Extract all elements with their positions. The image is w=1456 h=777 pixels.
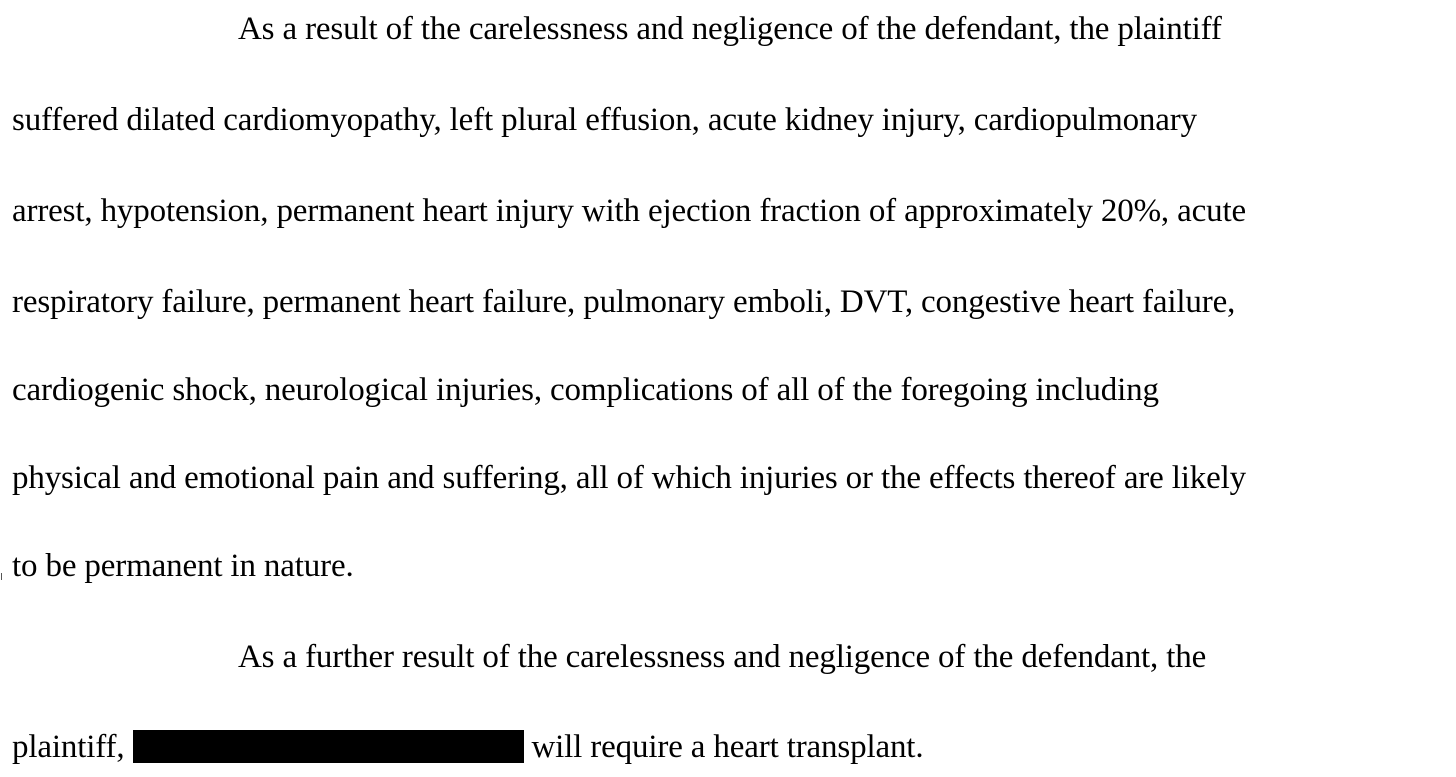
paragraph-2-prefix: plaintiff,	[12, 729, 125, 765]
redaction-box	[133, 730, 524, 763]
paragraph-1-line-2: suffered dilated cardiomyopathy, left plural effusion, acute kidney injury, cardiopulmonary	[12, 102, 1197, 138]
paragraph-2-suffix: will require a heart transplant.	[531, 729, 924, 765]
paragraph-1-line-1: As a result of the carelessness and negligence of the defendant, the plaintiff	[238, 11, 1222, 47]
paragraph-1-line-3: arrest, hypotension, permanent heart injury with ejection fraction of approximately 20%, acute	[12, 193, 1246, 229]
paragraph-1-line-6: physical and emotional pain and suffering, all of which injuries or the effects thereof are likely	[12, 460, 1246, 496]
paragraph-2-line-1: As a further result of the carelessness and negligence of the defendant, the	[238, 639, 1207, 675]
paragraph-2-line-2	[12, 730, 923, 764]
paragraph-1-line-5: cardiogenic shock, neurological injuries, complications of all of the foregoing including	[12, 372, 1159, 408]
paragraph-1-line-7: to be permanent in nature.	[12, 548, 354, 584]
paragraph-1-line-4: respiratory failure, permanent heart failure, pulmonary emboli, DVT, congestive heart failure,	[12, 284, 1236, 320]
margin-tick	[1, 573, 2, 580]
